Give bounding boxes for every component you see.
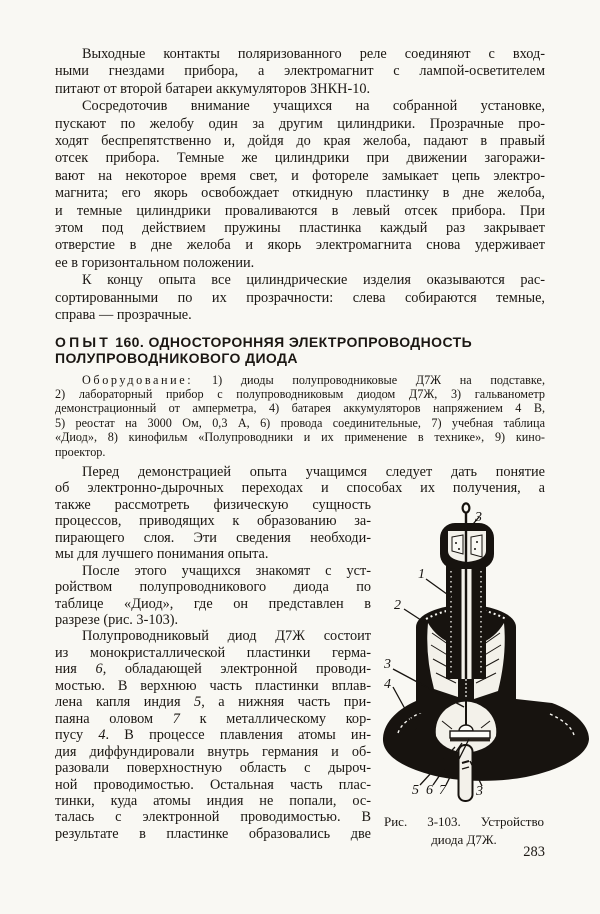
text-line: дия диффундировали внутрь германия и об-: [55, 743, 371, 760]
text-line: проектор.: [55, 444, 106, 459]
text-line: результате в пластинке образовались две: [55, 825, 371, 842]
text-line: ходят беспрепятственно и, дойдя до края желоба, падают в правый: [55, 133, 545, 150]
figure-label-7: 7: [439, 783, 446, 798]
text-line: После этого учащихся знакомят с уст-: [82, 562, 371, 579]
text-line: Сосредоточив внимание учащихся на собранной установке,: [82, 98, 545, 115]
figure-label-6: 6: [426, 783, 433, 798]
figure-label-4: 4: [384, 677, 391, 692]
text-line: «Диод», 8) кинофильм «Полупроводники и их применение в технике», 9) кино-: [55, 430, 545, 445]
text-line: также рассмотреть физическую сущность: [55, 496, 371, 513]
text-line: Выходные контакты поляризованного реле соединяют с вход-: [82, 46, 545, 62]
text-line: 5) реостат на 3000 Ом, 0,3 А, 6) провода соединительные, 7) учебная таблица: [55, 415, 545, 430]
text-line: магнита; его якорь освобождает откидную пластинку в дне желоба,: [55, 185, 545, 202]
experiment-heading: ПОЛУПРОВОДНИКОВОГО ДИОДА: [55, 350, 298, 366]
text-line: ными гнездами прибора, а электромагнит с лампой-осветителем: [55, 63, 545, 80]
figure-label-3: 3: [384, 657, 391, 672]
text-line: ной проводимостью. Остальная часть плас-: [55, 776, 371, 793]
experiment-heading: ОПЫТ 160. ОДНОСТОРОННЯЯ ЭЛЕКТРОПРОВОДНОСТЬ: [55, 333, 473, 350]
text-line: пусу 4. В процессе плавления атомы ин-: [55, 727, 371, 744]
text-line: процессов, приводящих к образованию за-: [55, 513, 371, 530]
text-line: разрезе (рис. 3-103).: [55, 612, 179, 629]
text-line: из монокристаллической пластинки герма-: [55, 644, 371, 661]
text-line: талась с электронной проводимостью. В: [55, 809, 371, 826]
text-line: разовали поверхностную область с дыроч-: [55, 760, 371, 777]
figure-label-3: 3: [475, 510, 482, 525]
text-line: справа — прозрачные.: [55, 307, 192, 324]
text-line: и темные цилиндрики проваливаются в левый отсек прибора. При: [55, 202, 545, 219]
text-line: ния 6, обладающей электронной проводи-: [55, 661, 372, 678]
text-line: К концу опыта все цилиндрические изделия оказываются рас-: [82, 272, 545, 289]
text-line: паяна оловом 7 к металлическому кор-: [55, 710, 371, 727]
figure-3-103: [378, 497, 596, 809]
text-line: отсек прибора. Темные же цилиндрики при движении загоражи-: [55, 150, 545, 167]
text-line: отверстие в дне желоба и якорь электромагнита снова удерживает: [55, 237, 545, 254]
figure-label-1: 1: [418, 567, 425, 582]
figure-label-2: 2: [394, 598, 401, 613]
figure-label-5: 5: [412, 783, 419, 798]
text-line: демонстрационный от амперметра, 4) батарея аккумуляторов напряжением 4 В,: [55, 401, 545, 416]
text-line: пускают по желобу один за другим цилиндрики. Прозрачные про-: [55, 115, 545, 132]
figure-label-3: 3: [476, 784, 483, 799]
text-line: мостью. В верхнюю часть пластинки вплав-: [55, 677, 371, 694]
text-line: ройством полупроводникового диода по: [55, 579, 371, 596]
text-line: таблице «Диод», где он представлен в: [55, 595, 371, 612]
text-line: лена капля индия 5, а нижняя часть при-: [55, 694, 371, 711]
figure-caption-line1: Рис. 3-103. Устройство: [384, 814, 544, 829]
page-number: 283: [523, 844, 545, 860]
text-line: тинки, куда атомы индия не попали, ос-: [55, 793, 371, 809]
text-line: 2) лабораторный прибор с полупроводниковым диодом Д7Ж, 3) гальванометр: [55, 386, 545, 401]
text-line: вают на некоторое время свет, и фотореле замыкает цепь электро-: [55, 167, 545, 184]
text-line: сортированными по их прозрачности: слева собираются темные,: [55, 289, 545, 306]
text-line: пирающего слоя. Эти сведения необходи-: [55, 529, 371, 546]
text-line: Перед демонстрацией опыта учащимся следует дать понятие: [82, 463, 545, 480]
text-line: Полупроводниковый диод Д7Ж состоит: [82, 628, 371, 645]
figure-caption-line2: диода Д7Ж.: [431, 832, 497, 847]
diode-cutaway-illustration: [378, 497, 596, 809]
text-line: питают от второй батареи аккумуляторов ЗНКН-10.: [55, 80, 371, 97]
text-line: Оборудование: 1) диоды полупроводниковые Д7Ж на подставке,: [82, 372, 545, 387]
text-line: мы для лучшего понимания опыта.: [55, 546, 269, 563]
text-line: ее в горизонтальном положении.: [55, 254, 255, 271]
text-line: этом под действием пружины пластинка каждый раз закрывает: [55, 220, 545, 237]
bottom-lead: [459, 745, 473, 801]
text-line: об электронно-дырочных переходах и способах их получения, а: [55, 480, 545, 497]
